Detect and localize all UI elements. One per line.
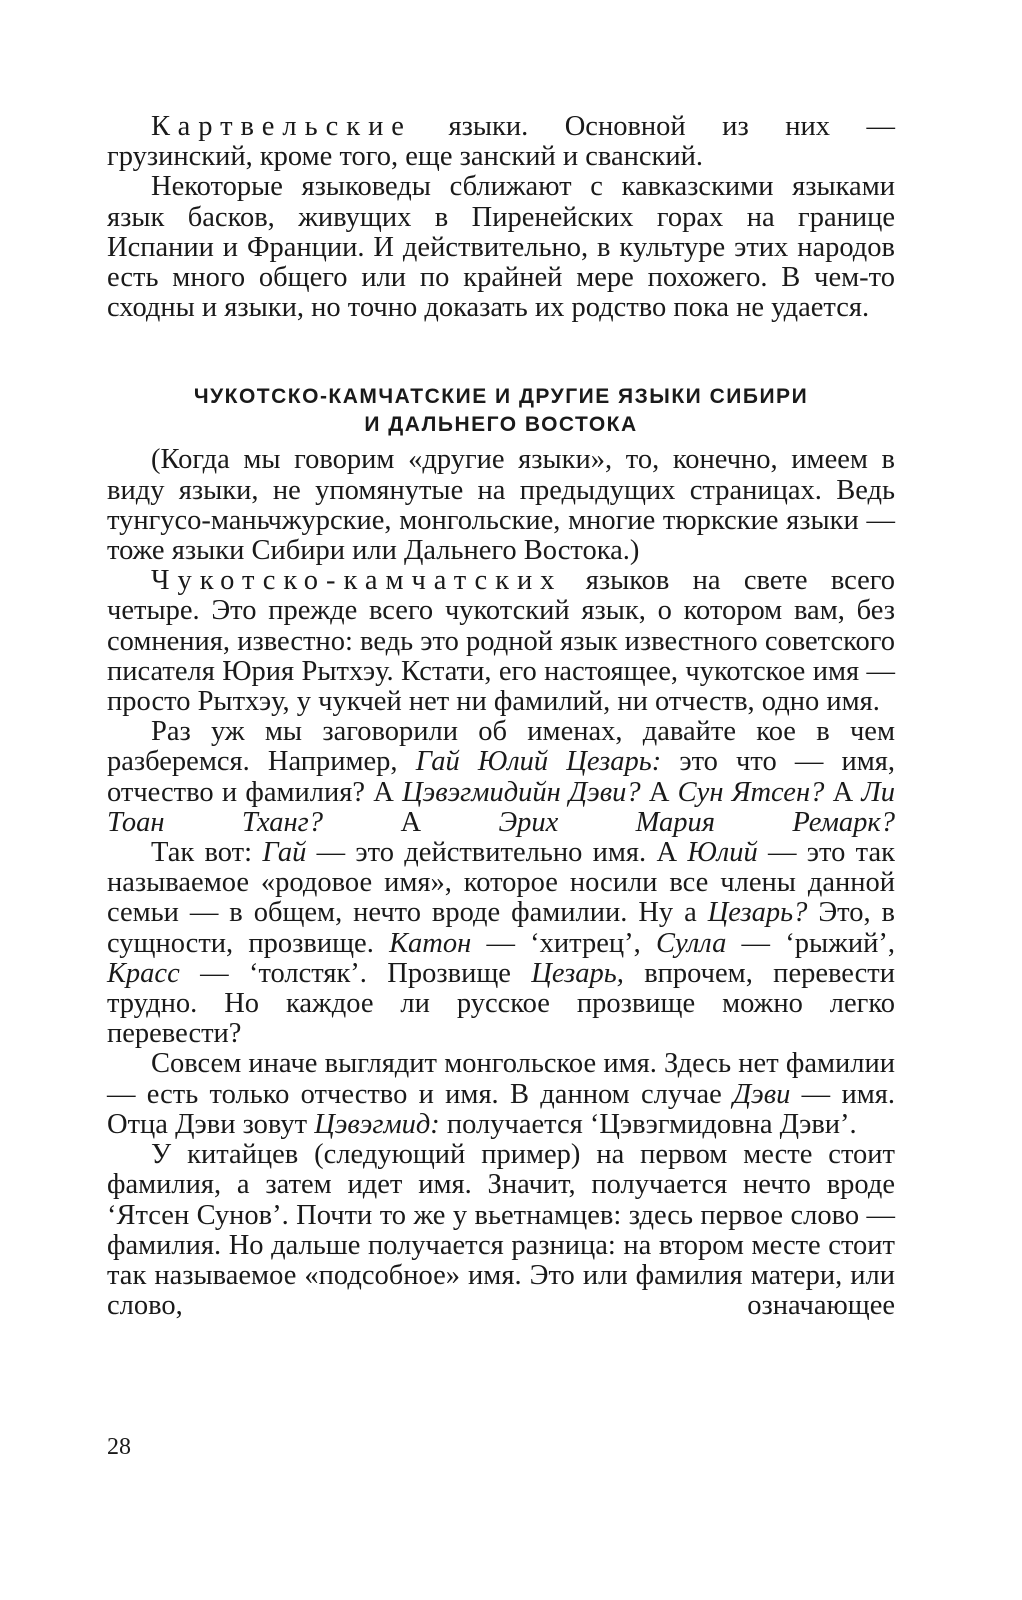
spaced-term: Чукотско-камчатских xyxy=(151,565,563,597)
italic-name: Цэвэгмидийн Дэви? xyxy=(402,776,641,808)
text-run: А xyxy=(824,776,862,808)
paragraph-basque: Некоторые языковеды сближают с кавказскими языками язык басков, живущих в Пиренейских горах на границе Испании и Франции. И действительно, в культуре этих народов есть много общего или по крайней мере похожего. В чем-то сходны и языки, но точно доказать их родство пока не удается. xyxy=(107,171,895,324)
italic-name: Красс xyxy=(107,957,180,989)
paragraph-names-question xyxy=(107,717,895,838)
italic-name: Гай Юлий Цезарь: xyxy=(415,746,662,778)
spaced-term: Картвельские xyxy=(151,111,412,142)
paragraph-chukchi xyxy=(107,566,895,717)
text-run: — это действительно имя. А xyxy=(306,837,688,869)
text-run: это что — имя, отчество и фамилия? А xyxy=(107,746,895,808)
italic-name: Сун Ятсен? xyxy=(677,776,825,808)
text-run: — ‘рыжий’, xyxy=(726,927,895,959)
text-run: А xyxy=(323,806,499,838)
italic-name: Сулла xyxy=(655,927,727,959)
text-run: получается ‘Цэвэгмидовна Дэви’. xyxy=(439,1108,857,1140)
text-run: — ‘толстяк’. Прозвище xyxy=(179,957,532,989)
text-run: А xyxy=(640,776,678,808)
text-run: Раз уж мы заговорили об именах, давайте кое в чем разберемся. Например, xyxy=(107,716,895,778)
paragraph-chinese-names: У китайцев (следующий пример) на первом месте стоит фамилия, а затем идет имя. Значит, получается нечто вроде ‘Ятсен Сунов’. Почти то же у вьетнамцев: здесь первое слово — фамилия. Но дальше получается разница: на втором месте стоит так называемое «подсобное» имя. Это или фамилия матери, или слово, означающее xyxy=(107,1139,895,1322)
italic-name: Цэвэгмид: xyxy=(314,1108,440,1140)
italic-name: Гай xyxy=(262,837,307,869)
paragraph-mongolian-names xyxy=(107,1049,895,1140)
italic-name: Юлий xyxy=(687,837,758,869)
text-run: впрочем, перевести трудно. Но каждое ли русское прозвище можно легко перевести? xyxy=(107,957,895,1050)
italic-name: Ли Тоан Тханг? xyxy=(107,776,895,838)
text-run: — ‘хитрец’, xyxy=(471,927,656,959)
paragraph-text: языки. Основной из них — грузинский, кроме того, еще занский и сванский. xyxy=(107,111,895,173)
heading-line-1: ЧУКОТСКО-КАМЧАТСКИЕ И ДРУГИЕ ЯЗЫКИ СИБИРИ xyxy=(193,385,809,409)
italic-name: Цезарь? xyxy=(707,897,808,929)
paragraph-kartvelian xyxy=(107,112,895,172)
text-run: Так вот: xyxy=(151,837,263,869)
italic-name: Эрих Мария Ремарк? xyxy=(498,806,895,838)
section-heading xyxy=(107,383,895,439)
italic-name: Катон xyxy=(389,927,472,959)
text-run: Совсем иначе выглядит монгольское имя. Здесь нет фамилии — есть только отчество и имя. В данном случае xyxy=(107,1048,895,1110)
paragraph-other-languages: (Когда мы говорим «другие языки», то, конечно, имеем в виду языки, не упомянутые на предыдущих страницах. Ведь тунгусо-маньчжурские, монгольские, многие тюркские языки — тоже языки Сибири или Дальнего Востока.) xyxy=(107,444,895,567)
text-run: — это так называемое «родовое имя», которое носили все члены данной семьи — в общем, нечто вроде фамилии. Ну а xyxy=(107,837,895,929)
paragraph-text: языков на свете всего четыре. Это прежде всего чукотский язык, о котором вам, без сомнения, известно: ведь это родной язык известного советского писателя Юрия Рытхэу. Кстати, его настоящее, чукотское имя — просто Рытхэу, у чукчей нет ни фамилий, ни отчеств, одно имя. xyxy=(107,565,895,718)
page-number: 28 xyxy=(107,1434,131,1460)
italic-name: Дэви xyxy=(733,1078,791,1110)
text-run: Это, в сущности, прозвище. xyxy=(107,897,895,959)
text-run: — имя. Отца Дэви зовут xyxy=(107,1078,895,1140)
page-text xyxy=(107,112,895,1321)
heading-line-2: И ДАЛЬНЕГО ВОСТОКА xyxy=(364,413,638,437)
italic-name: Цезарь, xyxy=(531,957,624,989)
paragraph-roman-names xyxy=(107,838,895,1049)
